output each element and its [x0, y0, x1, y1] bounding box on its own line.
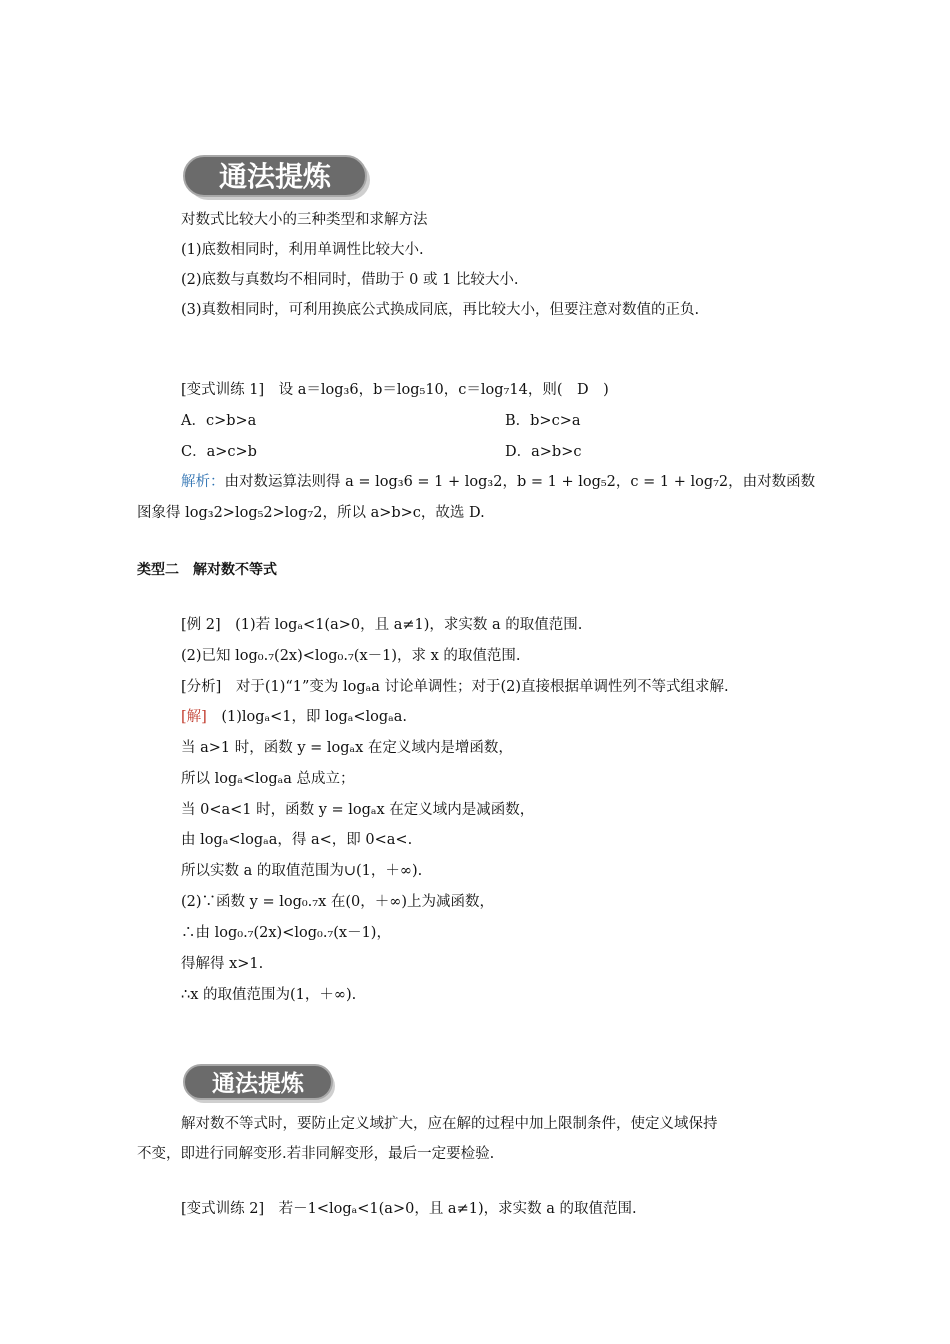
solution-line-8: ∴由 log₀.₇(2x)<log₀.₇(x－1)，	[181, 925, 391, 941]
exercise-1-question: [变式训练 1] 设 a＝log₃6，b＝log₅10，c＝log₇14，则( D )	[181, 382, 609, 398]
exercise-2-question: [变式训练 2] 若－1<logₐ<1(a>0，且 a≠1)，求实数 a 的取值范围.	[181, 1201, 637, 1217]
solution-line-7: (2)∵函数 y = log₀.₇x 在(0，＋∞)上为减函数，	[181, 894, 494, 910]
method-2-line-2: 不变，即进行同解变形.若非同解变形，最后一定要检验.	[137, 1146, 495, 1162]
method-badge-2	[182, 1062, 338, 1106]
badge-graphic	[182, 152, 374, 204]
solution-line-5: 由 logₐ<logₐa，得 a<，即 0<a<.	[181, 832, 413, 848]
method-2-line-1: 解对数不等式时，要防止定义域扩大，应在解的过程中加上限制条件，使定义域保持	[181, 1116, 718, 1132]
solution-line-1	[181, 707, 407, 727]
solution-line-9: 得解得 x>1.	[181, 956, 264, 972]
solution-text-1: (1)logₐ<1，即 logₐ<logₐa.	[206, 709, 407, 725]
analysis-line-1	[181, 472, 815, 492]
badge-title: 通法提炼	[218, 160, 332, 193]
badge-graphic-2	[182, 1062, 338, 1106]
example-2-line-2: (2)已知 log₀.₇(2x)<log₀.₇(x－1)，求 x 的取值范围.	[181, 648, 521, 664]
solution-line-6: 所以实数 a 的取值范围为∪(1，＋∞).	[181, 863, 423, 879]
option-c: C．a>c>b	[181, 444, 257, 460]
solution-line-2: 当 a>1 时，函数 y = logₐx 在定义域内是增函数，	[181, 740, 513, 756]
option-b: B．b>c>a	[505, 413, 581, 429]
analysis-label: 解析：	[181, 474, 225, 490]
example-2-analysis: [分析] 对于(1)“1”变为 logₐa 讨论单调性；对于(2)直接根据单调性列不等式组求解.	[181, 679, 729, 695]
method-item-1: (1)底数相同时，利用单调性比较大小.	[181, 242, 424, 258]
analysis-text-1: 由对数运算法则得 a = log₃6 = 1 + log₃2，b = 1 + log₅2，c = 1 + log₇2，由对数函数	[224, 474, 816, 490]
solution-line-3: 所以 logₐ<logₐa 总成立；	[181, 771, 355, 787]
option-d: D．a>b>c	[505, 444, 582, 460]
solution-line-4: 当 0<a<1 时，函数 y = logₐx 在定义域内是减函数，	[181, 802, 535, 818]
analysis-line-2: 图象得 log₃2>log₅2>log₇2，所以 a>b>c，故选 D.	[137, 505, 485, 521]
solution-line-10: ∴x 的取值范围为(1，＋∞).	[181, 987, 357, 1003]
example-2-line-1: [例 2] (1)若 logₐ<1(a>0，且 a≠1)，求实数 a 的取值范围.	[181, 617, 583, 633]
method-item-2: (2)底数与真数均不相同时，借助于 0 或 1 比较大小.	[181, 272, 519, 288]
method-badge	[182, 152, 374, 204]
method-item-3: (3)真数相同时，可利用换底公式换成同底，再比较大小，但要注意对数值的正负.	[181, 302, 700, 318]
section-heading: 类型二 解对数不等式	[137, 562, 277, 578]
option-a: A．c>b>a	[181, 413, 257, 429]
badge-title-2: 通法提炼	[212, 1071, 304, 1097]
solution-label: [解]	[181, 709, 207, 725]
method-intro: 对数式比较大小的三种类型和求解方法	[181, 212, 428, 228]
